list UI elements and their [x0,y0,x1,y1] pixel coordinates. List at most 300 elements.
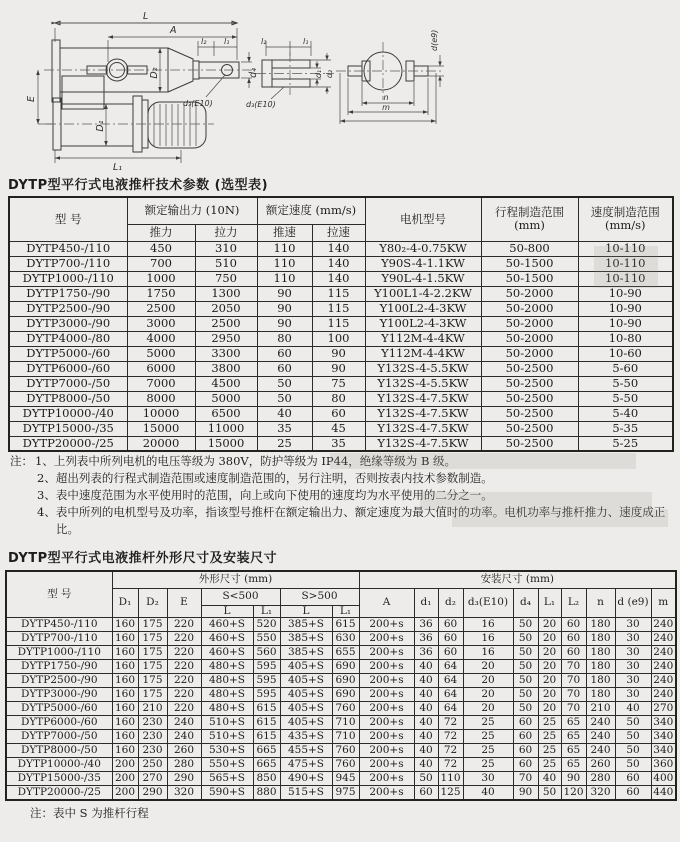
value-cell: 200+s [359,660,414,674]
value-cell: 50-2500 [481,391,578,406]
value-cell: 50 [538,786,561,800]
col-header-speed-range: 速度制造范围 (mm/s) [578,197,673,241]
value-cell: 60 [561,646,586,660]
value-cell: 100 [312,331,365,346]
value-cell: 40 [538,772,561,786]
value-cell: 5000 [195,391,257,406]
value-cell: 880 [253,786,280,800]
value-cell: 180 [586,660,615,674]
value-cell: 200+s [359,786,414,800]
model-cell: DYTP1750-/90 [9,286,127,301]
value-cell: 110 [257,256,312,271]
value-cell: 4000 [127,331,195,346]
value-cell: 220 [167,674,201,688]
model-cell: DYTP450-/110 [6,618,112,632]
value-cell: 180 [586,618,615,632]
value-cell: 440 [651,786,676,800]
value-cell: 455+S [280,744,332,758]
value-cell: 90 [257,316,312,331]
model-cell: DYTP15000-/35 [6,772,112,786]
value-cell: 20 [538,660,561,674]
value-cell: 110 [438,772,463,786]
value-cell: 210 [138,702,167,716]
value-cell: 175 [138,688,167,702]
value-cell: 200+s [359,772,414,786]
table-row [6,716,676,730]
value-cell: 200+s [359,702,414,716]
value-cell: 240 [586,730,615,744]
dim-label-d3e10: d₃(E10) [183,99,213,108]
value-cell: 70 [561,660,586,674]
value-cell: 10-60 [578,346,673,361]
value-cell: 60 [438,632,463,646]
dim-label-E: E [26,95,37,103]
value-cell: 40 [414,716,438,730]
dim-label-de9: d(e9) [430,29,439,51]
dimension-table-note: 注：表中 S 为推杆行程 [30,806,149,820]
col-header-L-gt: L [280,605,332,618]
value-cell: 615 [332,618,359,632]
value-cell: 50 [615,730,651,744]
value-cell: 220 [167,688,201,702]
value-cell: 405+S [280,702,332,716]
value-cell: 175 [138,646,167,660]
value-cell: 65 [561,744,586,758]
value-cell: 530+S [201,744,253,758]
value-cell: 72 [438,716,463,730]
value-cell: 385+S [280,646,332,660]
value-cell: 10-110 [578,271,673,286]
value-cell: 115 [312,316,365,331]
table-row [6,660,676,674]
dim-label-l2-mid: l₂ [261,37,267,46]
value-cell: 10000 [127,406,195,421]
value-cell: 72 [438,730,463,744]
col-header-D1: D₁ [112,588,138,618]
dim-label-A: A [170,25,177,36]
value-cell: 64 [438,688,463,702]
technical-drawing [0,0,680,178]
value-cell: 260 [586,758,615,772]
value-cell: 290 [138,786,167,800]
value-cell: 615 [253,730,280,744]
table-row [6,702,676,716]
value-cell: 480+S [201,674,253,688]
table-row [9,376,673,391]
value-cell: 700 [127,256,195,271]
value-cell: 565+S [201,772,253,786]
value-cell: 10-90 [578,286,673,301]
model-cell: DYTP20000-/25 [9,436,127,451]
value-cell: 10-110 [578,256,673,271]
table-row [9,331,673,346]
value-cell: 75 [312,376,365,391]
value-cell: 160 [112,646,138,660]
value-cell: 240 [651,618,676,632]
value-cell: 90 [257,286,312,301]
note-line: 4、表中所列的电机型号及功率，指该型号推杆在额定输出力、额定速度为最大值时的功率。电机功率与推杆推力、速度成正比。 [37,505,666,536]
value-cell: 64 [438,674,463,688]
value-cell: 50-2500 [481,361,578,376]
value-cell: 665 [253,744,280,758]
value-cell: 60 [312,406,365,421]
value-cell: 50 [513,660,538,674]
value-cell: 220 [167,618,201,632]
value-cell: 30 [615,660,651,674]
model-cell: DYTP1000-/110 [9,271,127,286]
value-cell: 10-90 [578,301,673,316]
value-cell: 340 [651,716,676,730]
value-cell: 20 [538,632,561,646]
model-cell: DYTP20000-/25 [6,786,112,800]
note-line [10,453,674,470]
table-row [6,618,676,632]
value-cell: 60 [257,361,312,376]
value-cell: 45 [312,421,365,436]
value-cell: 70 [561,688,586,702]
value-cell: 40 [414,744,438,758]
value-cell: 220 [167,646,201,660]
value-cell: 160 [112,632,138,646]
value-cell: 240 [651,674,676,688]
value-cell: 550 [253,632,280,646]
col-header-d1: d₁ [414,588,438,618]
value-cell: 180 [586,632,615,646]
value-cell: 3000 [127,316,195,331]
value-cell: 140 [312,256,365,271]
value-cell: 270 [651,702,676,716]
value-cell: 690 [332,660,359,674]
value-cell: 50 [513,632,538,646]
value-cell: 140 [312,271,365,286]
value-cell: 240 [167,730,201,744]
value-cell: 90 [257,301,312,316]
value-cell: 160 [112,660,138,674]
value-cell: Y90S-4-1.1KW [365,256,481,271]
col-header-A: A [359,588,414,618]
col-header-push-speed: 推速 [257,224,312,241]
value-cell: 175 [138,660,167,674]
value-cell: 10-90 [578,316,673,331]
value-cell: 5-25 [578,436,673,451]
value-cell: 90 [561,772,586,786]
dim-label-D1: D₁ [95,120,106,132]
value-cell: 630 [332,632,359,646]
value-cell: 280 [586,772,615,786]
value-cell: 70 [513,772,538,786]
value-cell: 50 [257,391,312,406]
dimension-table [5,570,677,801]
value-cell: 50-2500 [481,421,578,436]
value-cell: 200+s [359,632,414,646]
note-line: 3、表中速度范围为水平使用时的范围，向上或向下使用的速度均为水平使用的二分之一。 [37,488,493,502]
value-cell: 25 [538,730,561,744]
value-cell: 60 [561,632,586,646]
value-cell: 50-2500 [481,406,578,421]
value-cell: 16 [463,632,513,646]
value-cell: 180 [586,688,615,702]
col-header-pull-speed: 拉速 [312,224,365,241]
value-cell: 320 [167,786,201,800]
value-cell: 40 [414,730,438,744]
value-cell: 20 [538,646,561,660]
col-header-push-force: 推力 [127,224,195,241]
value-cell: 80 [257,331,312,346]
value-cell: 125 [438,786,463,800]
value-cell: 405+S [280,660,332,674]
value-cell: 615 [253,702,280,716]
value-cell: 30 [615,618,651,632]
value-cell: 510 [195,256,257,271]
value-cell: Y100L1-4-2.2KW [365,286,481,301]
value-cell: 320 [586,786,615,800]
value-cell: 65 [561,758,586,772]
value-cell: 200 [112,772,138,786]
value-cell: 40 [414,758,438,772]
actuator-side-view [36,21,252,163]
value-cell: 690 [332,674,359,688]
value-cell: 240 [651,632,676,646]
value-cell: 360 [651,758,676,772]
value-cell: 160 [112,716,138,730]
value-cell: Y100L2-4-3KW [365,316,481,331]
value-cell: 15000 [195,436,257,451]
table-row [9,286,673,301]
value-cell: 550+S [201,758,253,772]
value-cell: 7000 [127,376,195,391]
value-cell: 160 [112,744,138,758]
value-cell: 340 [651,744,676,758]
note-line: 2、超出列表的行程式制造范围或速度制造范围的，另行注明，否则按表内技术参数制造。 [37,471,493,485]
value-cell: Y112M-4-4KW [365,331,481,346]
col-header-L1-gt: L₁ [332,605,359,618]
value-cell: 25 [538,716,561,730]
value-cell: 405+S [280,716,332,730]
value-cell: 405+S [280,688,332,702]
value-cell: 50-2500 [481,376,578,391]
value-cell: 200+s [359,674,414,688]
table-row [9,406,673,421]
value-cell: 945 [332,772,359,786]
value-cell: 40 [414,702,438,716]
value-cell: 40 [414,688,438,702]
value-cell: 35 [257,421,312,436]
value-cell: 30 [615,632,651,646]
value-cell: 50 [513,702,538,716]
table-row [6,632,676,646]
dim-label-L: L [143,11,149,22]
value-cell: Y132S-4-7.5KW [365,436,481,451]
value-cell: 690 [332,688,359,702]
value-cell: 40 [414,674,438,688]
value-cell: 16 [463,618,513,632]
dim-label-m: m [382,103,390,112]
value-cell: 72 [438,758,463,772]
value-cell: 20 [538,702,561,716]
value-cell: 50 [513,646,538,660]
col-header-d2: d₂ [438,588,463,618]
value-cell: 50-1500 [481,271,578,286]
value-cell: 180 [586,674,615,688]
value-cell: 1000 [127,271,195,286]
col-header-L-lt: L [201,605,253,618]
value-cell: 280 [167,758,201,772]
model-cell: DYTP1750-/90 [6,660,112,674]
model-cell: DYTP8000-/50 [9,391,127,406]
value-cell: 64 [438,660,463,674]
value-cell: 760 [332,702,359,716]
table-row [6,688,676,702]
dim-label-d2-mid: d₂ [325,69,334,79]
value-cell: 240 [651,688,676,702]
value-cell: 50-2000 [481,316,578,331]
value-cell: 90 [312,361,365,376]
value-cell: 6500 [195,406,257,421]
table-row [9,361,673,376]
value-cell: 60 [513,758,538,772]
value-cell: 35 [312,436,365,451]
dim-label-L1: L₁ [113,162,123,173]
value-cell: Y132S-4-7.5KW [365,391,481,406]
value-cell: 200+s [359,716,414,730]
value-cell: 15000 [127,421,195,436]
value-cell: 50-2500 [481,436,578,451]
table-row [6,674,676,688]
value-cell: 710 [332,716,359,730]
model-cell: DYTP10000-/40 [6,758,112,772]
value-cell: Y132S-4-5.5KW [365,361,481,376]
col-header-rated-force: 额定输出力 (10N) [127,197,257,224]
selection-table [8,196,674,452]
value-cell: 5000 [127,346,195,361]
table-row [9,241,673,256]
col-header-stroke-range: 行程制造范围 (mm) [481,197,578,241]
value-cell: 220 [167,660,201,674]
value-cell: 20 [538,688,561,702]
value-cell: 710 [332,730,359,744]
value-cell: 25 [463,730,513,744]
value-cell: 50-2000 [481,346,578,361]
col-header-L2: L₂ [561,588,586,618]
value-cell: 260 [167,744,201,758]
value-cell: 60 [257,346,312,361]
value-cell: 11000 [195,421,257,436]
value-cell: 200 [112,786,138,800]
value-cell: 475+S [280,758,332,772]
value-cell: 6000 [127,361,195,376]
value-cell: Y112M-4-4KW [365,346,481,361]
col-header-de9: d (e9) [615,588,651,618]
value-cell: 595 [253,688,280,702]
value-cell: 50 [513,688,538,702]
value-cell: 480+S [201,660,253,674]
value-cell: 20 [463,674,513,688]
value-cell: 5-50 [578,391,673,406]
table-row [9,436,673,451]
value-cell: Y100L2-4-3KW [365,301,481,316]
value-cell: 520 [253,618,280,632]
value-cell: 160 [112,674,138,688]
value-cell: Y132S-4-7.5KW [365,406,481,421]
col-header-L1: L₁ [538,588,561,618]
selection-table-notes [10,453,674,538]
value-cell: 60 [615,786,651,800]
value-cell: 36 [414,632,438,646]
model-cell: DYTP4000-/80 [9,331,127,346]
value-cell: 40 [463,786,513,800]
value-cell: 50-800 [481,241,578,256]
value-cell: 3800 [195,361,257,376]
value-cell: 2500 [195,316,257,331]
value-cell: 60 [561,618,586,632]
trunnion-end-view [336,42,444,124]
value-cell: 120 [561,786,586,800]
value-cell: Y132S-4-7.5KW [365,421,481,436]
table-row [9,391,673,406]
value-cell: 595 [253,674,280,688]
value-cell: 2500 [127,301,195,316]
value-cell: 16 [463,646,513,660]
dim-label-n: n [383,93,389,102]
value-cell: 760 [332,744,359,758]
value-cell: 30 [615,646,651,660]
value-cell: 50-1500 [481,256,578,271]
dim-label-d1-mid: d₁ [314,69,323,79]
value-cell: 175 [138,618,167,632]
col-header-pull-force: 拉力 [195,224,257,241]
dim-label-D2: D₂ [149,67,160,79]
value-cell: 20 [463,702,513,716]
value-cell: 850 [253,772,280,786]
value-cell: 72 [438,744,463,758]
value-cell: 60 [513,744,538,758]
value-cell: 200 [112,758,138,772]
col-header-outline-dims: 外形尺寸 (mm) [112,571,359,588]
model-cell: DYTP10000-/40 [9,406,127,421]
col-header-n: n [586,588,615,618]
value-cell: 510+S [201,716,253,730]
value-cell: 750 [195,271,257,286]
value-cell: 10-80 [578,331,673,346]
table-row [6,744,676,758]
value-cell: 50 [513,674,538,688]
model-cell: DYTP1000-/110 [6,646,112,660]
value-cell: 40 [414,660,438,674]
value-cell: 50 [615,744,651,758]
value-cell: 20 [538,618,561,632]
value-cell: 60 [414,786,438,800]
table-row [6,758,676,772]
value-cell: Y90L-4-1.5KW [365,271,481,286]
model-cell: DYTP7000-/50 [9,376,127,391]
value-cell: 515+S [280,786,332,800]
table-row [9,271,673,286]
value-cell: 175 [138,632,167,646]
value-cell: 405+S [280,674,332,688]
col-header-d3E10: d₃(E10) [463,588,513,618]
note-label: 注： [10,454,33,468]
col-header-L1-lt: L₁ [253,605,280,618]
value-cell: 2050 [195,301,257,316]
model-cell: DYTP450-/110 [9,241,127,256]
value-cell: 60 [438,646,463,660]
value-cell: 510+S [201,730,253,744]
value-cell: 200+s [359,744,414,758]
value-cell: 240 [651,660,676,674]
value-cell: 240 [586,744,615,758]
value-cell: 20000 [127,436,195,451]
value-cell: 230 [138,744,167,758]
